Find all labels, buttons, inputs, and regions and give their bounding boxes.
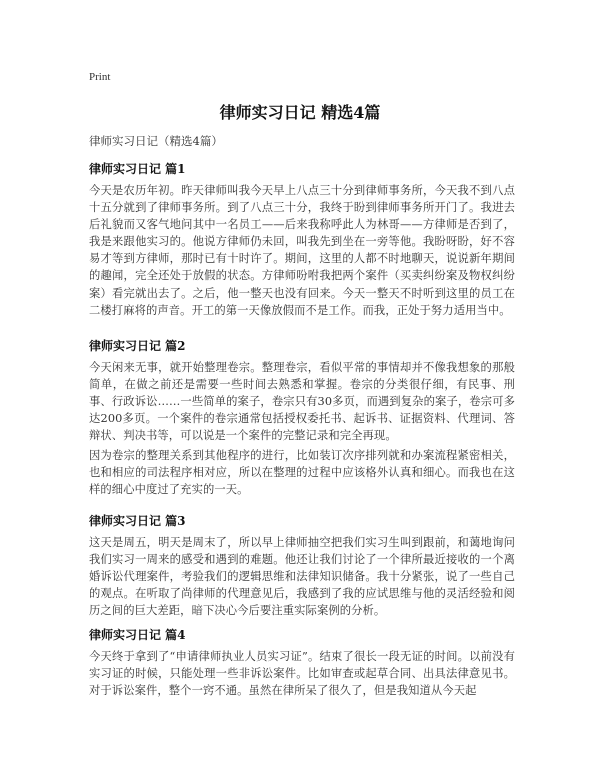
section-heading-1: 律师实习日记 篇1 — [89, 162, 186, 176]
document-subtitle: 律师实习日记（精选4篇） — [89, 134, 223, 148]
section-2-paragraph-2: 因为卷宗的整理关系到其他程序的进行，比如装订次序排列就和办案流程紧密相关，也和相应的司法程序相对应，所以在整理的过程中应该格外认真和细心。而我也在这样的细心中度过了充实的一天。 — [89, 449, 515, 497]
section-heading-4: 律师实习日记 篇4 — [89, 628, 186, 642]
print-label[interactable]: Print — [89, 71, 111, 83]
section-heading-3: 律师实习日记 篇3 — [89, 514, 186, 528]
section-2-paragraph-1: 今天闲来无事，就开始整理卷宗。整理卷宗，看似平常的事情却并不像我想象的那般简单，在做之前还是需要一些时间去熟悉和掌握。卷宗的分类很仔细，有民事、刑事、行政诉讼……一些简单的案子，卷宗只有30多页，而遇到复杂的案子，卷宗可多达200多页。一个案件的卷宗通常包括授权委托书、起诉书、证据资料、代理词、答辩状、判决书等，可以说是一个案件的完整记录和完全再现。 — [89, 361, 515, 443]
section-heading-2: 律师实习日记 篇2 — [89, 339, 186, 353]
section-1-paragraph-1: 今天是农历年初。昨天律师叫我今天早上八点三十分到律师事务所，今天我不到八点十五分就到了律师事务所。到了八点三十分，我终于盼到律师事务所开门了。我进去后礼貌而又客气地问其中一名员工——后来我称呼此人为林哥——方律师是否到了，我是来跟他实习的。他说方律师仍未回，叫我先到坐在一旁等他。我盼呀盼，好不容易才等到方律师，那时已有十时许了。期间，这里的人都不时地聊天，说说新年期间的趣闻，完全还处于放假的状态。方律师吩咐我把两个案件（买卖纠纷案及物权纠纷案）看完就出去了。之后，他一整天也没有回来。今天一整天不时听到这里的员工在二楼打麻将的声音。开工的第一天像放假而不是工作。而我，正处于努力适用当中。 — [89, 184, 515, 317]
section-3-paragraph-1: 这天是周五，明天是周末了，所以早上律师抽空把我们实习生叫到跟前，和蔼地询问我们实习一周来的感受和遇到的难题。他还让我们讨论了一个律所最近接收的一个离婚诉讼代理案件，考验我们的逻辑思维和法律知识储备。我十分紧张，说了一些自己的观点。在听取了尚律师的代理意见后，我感到了我的应试思维与他的灵活经验和阅历之间的巨大差距，暗下决心今后要注重实际案例的分析。 — [89, 536, 515, 618]
section-4-paragraph-1: 今天终于拿到了“申请律师执业人员实习证”。结束了很长一段无证的时间。以前没有实习证的时候，只能处理一些非诉讼案件。比如审查或起草合同、出具法律意见书。对于诉讼案件，整个一窍不通。虽然在律所呆了很久了，但是我知道从今天起 — [89, 650, 515, 698]
document-title: 律师实习日记 精选4篇 — [219, 103, 381, 122]
